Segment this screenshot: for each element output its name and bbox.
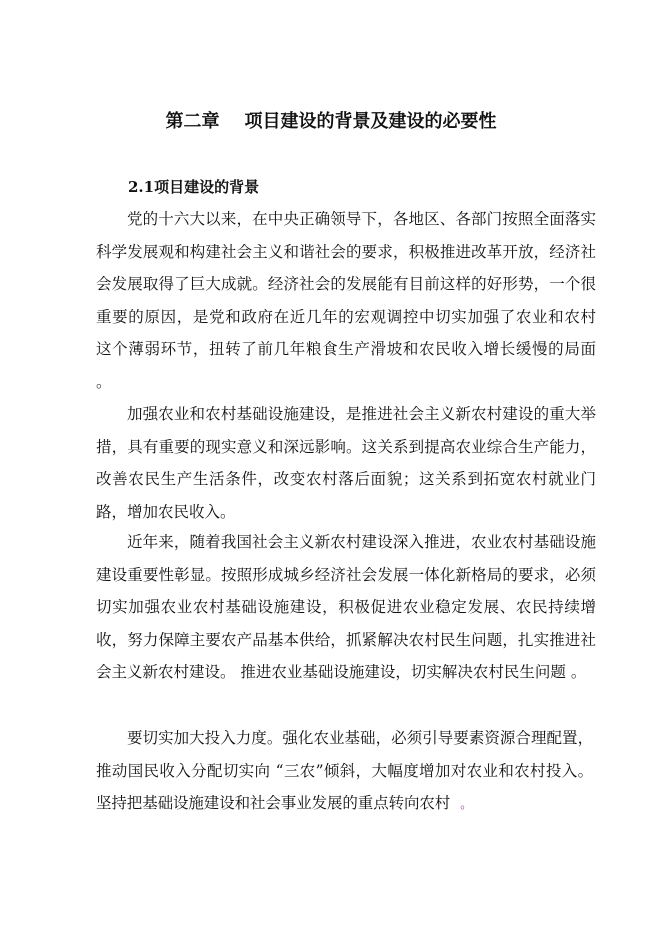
paragraph-text: 要切实加大投入力度。强化农业基础，必须引导要素资源合理配置，推动国民收入分配切实向 “三农”倾斜，大幅度增加对农业和农村投入。坚持把基础设施建设和社会事业发展的重点转向农村 xyxy=(96,729,593,813)
chapter-title: 第二章 项目建设的背景及建设的必要性 xyxy=(165,111,497,132)
paragraph-end-mark: 。 xyxy=(460,797,473,812)
paragraph-background-1: 党的十六大以来，在中央正确领导下，各地区、各部门按照全面落实科学发展观和构建社会主义和谐社会的要求，积极推进改革开放，经济社会发展取得了巨大成就。经济社会的发展能有目前这样的好形势，一个很重要的原因，是党和政府在近几年的宏观调控中切实加强了农业和农村 这个薄弱环节，扭转了前几年粮食生产滑坡和农民收入增长缓慢的局面 。 xyxy=(96,210,596,391)
paragraph-background-2: 加强农业和农村基础设施建设，是推进社会主义新农村建设的重大举措，具有重要的现实意义和深远影响。这关系到提高农业综合生产能力，改善农民生产生活条件，改变农村落后面貌；这关系到拓宽农村就业门路，增加农民收入。 xyxy=(96,405,596,521)
paragraph-background-4 xyxy=(96,722,593,821)
paragraph-background-3: 近年来，随着我国社会主义新农村建设深入推进，农业农村基础设施建设重要性彰显。按照形成城乡经济社会发展一体化新格局的要求，必须切实加强农业农村基础设施建设，积极促进农业稳定发展、农民持续增收，努力保障主要农产品基本供给，抓紧解决农村民生问题，扎实推进社会主义新农村建设。 推进农业基础设施建设，切实解决农村民生问题 。 xyxy=(96,533,596,682)
section-heading: 2.1项目建设的背景 xyxy=(128,178,260,196)
